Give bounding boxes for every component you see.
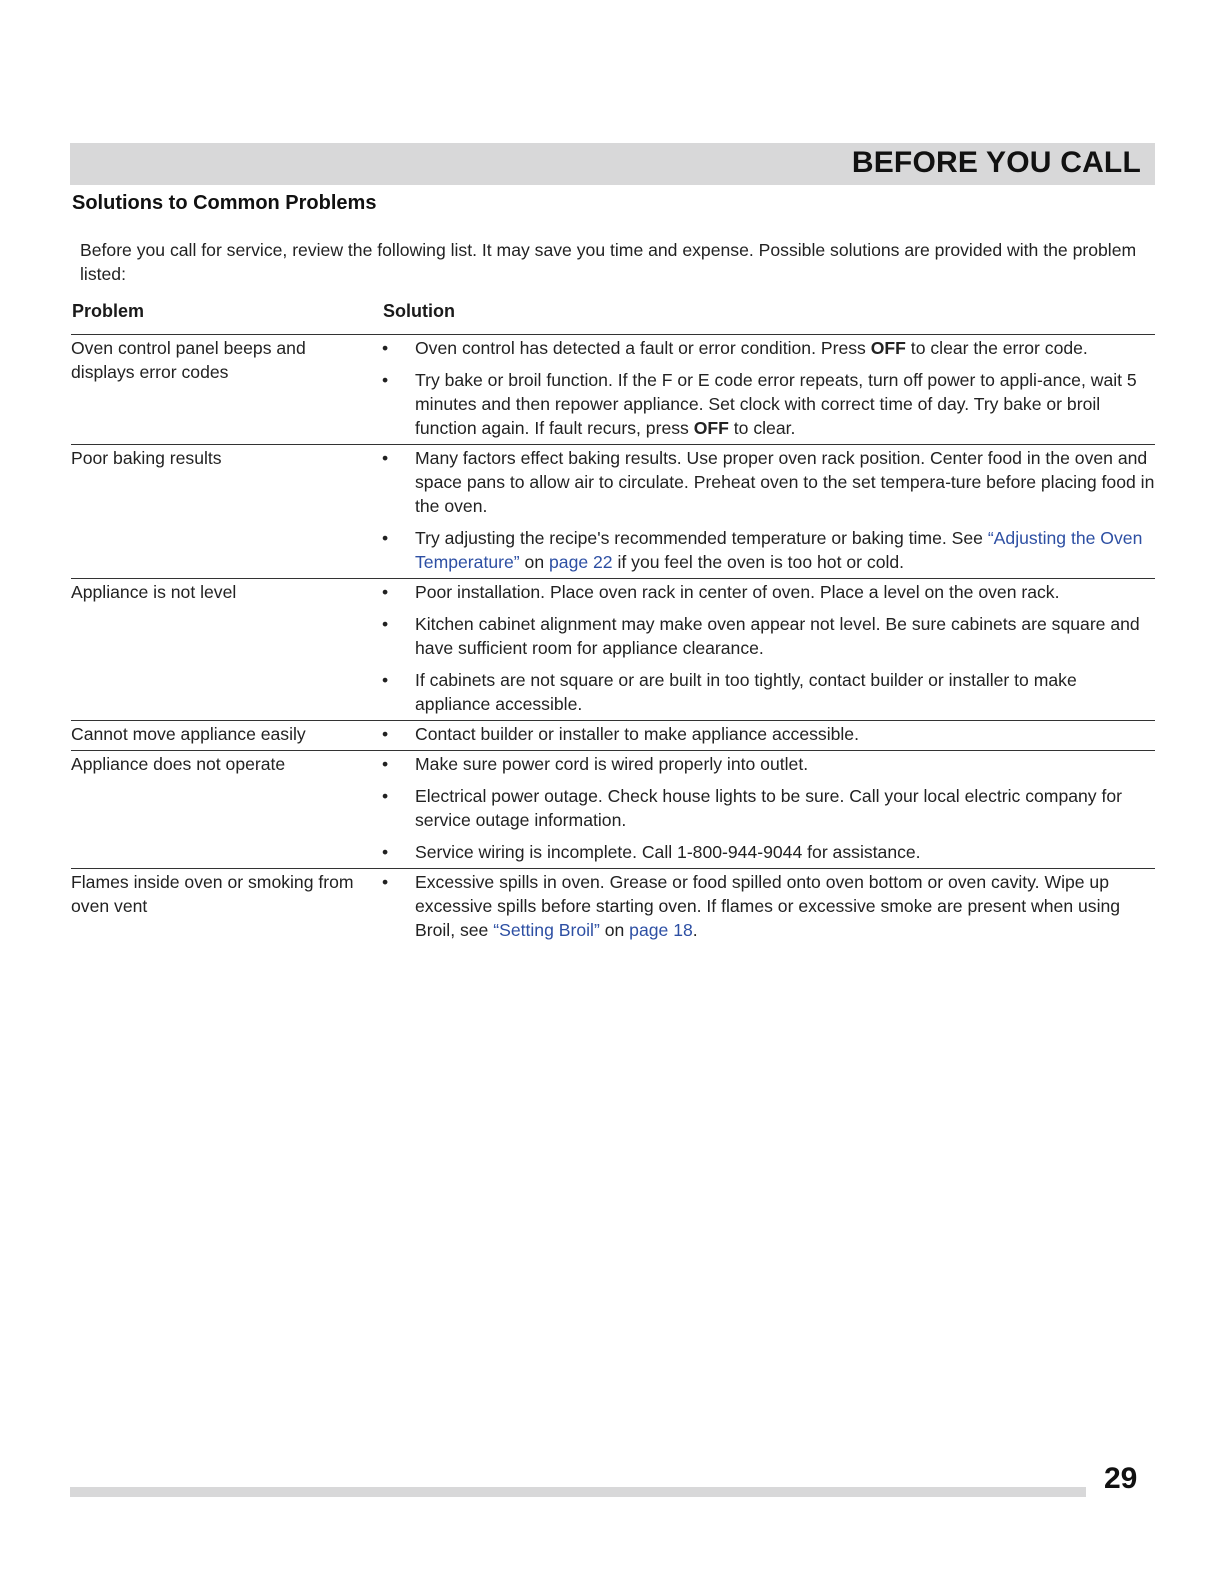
solution-item [381, 839, 1155, 868]
solution-text: Electrical power outage. Check house lights to be sure. Call your local electric company for service outage information. [415, 786, 1123, 830]
solution-item [381, 721, 1155, 750]
solution-item [381, 783, 1155, 839]
solution-text: Try adjusting the recipe's recommended temperature or baking time. See “Adjusting the Oven Temperature” on page 22 if you feel the oven is too hot or cold. [415, 528, 1143, 572]
column-header-solution: Solution [383, 301, 455, 321]
page-header-bar [70, 143, 1155, 185]
table-row [71, 751, 1155, 869]
solution-text: Oven control has detected a fault or error condition. Press OFF to clear the error code. [415, 338, 1088, 358]
bullet-icon: • [382, 670, 389, 690]
solution-cell [373, 579, 1155, 720]
footer-bar [70, 1487, 1086, 1497]
bullet-icon: • [382, 786, 389, 806]
solution-cell [373, 335, 1155, 444]
solution-item [381, 611, 1155, 667]
solution-text: Try bake or broil function. If the F or E code error repeats, turn off power to appli-ance, wait 5 minutes and then repower appliance. Set clock with correct time of day. Try bake or broil function again. If fault recurs, press OFF to clear. [415, 370, 1137, 438]
table-row [71, 721, 1155, 751]
troubleshooting-table [71, 300, 1155, 946]
solution-text: Contact builder or installer to make appliance accessible. [415, 724, 859, 744]
problem-cell: Poor baking results [71, 448, 222, 468]
solution-text: Poor installation. Place oven rack in center of oven. Place a level on the oven rack. [415, 582, 1060, 602]
bullet-icon: • [382, 842, 389, 862]
solution-cell [373, 751, 1155, 868]
solution-item [381, 525, 1155, 578]
problem-cell: Oven control panel beeps and displays error codes [71, 338, 306, 382]
solution-text: Service wiring is incomplete. Call 1-800-944-9044 for assistance. [415, 842, 921, 862]
page-number: 29 [1104, 1462, 1138, 1495]
solution-item [381, 751, 1155, 783]
solution-text: Make sure power cord is wired properly into outlet. [415, 754, 809, 774]
solution-text: Excessive spills in oven. Grease or food spilled onto oven bottom or oven cavity. Wipe up excessive spills before starting oven. If flames or excessive smoke are present when using Broil, see “Setting Broil” on page 18. [415, 872, 1121, 940]
solution-item [381, 335, 1155, 367]
solution-item [381, 869, 1155, 946]
bullet-icon: • [382, 872, 389, 892]
solution-text: Many factors effect baking results. Use proper oven rack position. Center food in the oven and space pans to allow air to circulate. Preheat oven to the set tempera-ture before placing food in the oven. [415, 448, 1155, 516]
problem-cell: Flames inside oven or smoking from oven vent [71, 872, 354, 916]
table-row [71, 335, 1155, 445]
solution-cell [373, 721, 1155, 750]
problem-cell: Cannot move appliance easily [71, 724, 306, 744]
bullet-icon: • [382, 724, 389, 744]
solution-text: Kitchen cabinet alignment may make oven appear not level. Be sure cabinets are square and have sufficient room for appliance clearance. [415, 614, 1140, 658]
solution-item [381, 367, 1155, 444]
section-title: Solutions to Common Problems [72, 192, 377, 214]
solution-item [381, 579, 1155, 611]
bullet-icon: • [382, 614, 389, 634]
column-header-problem: Problem [72, 301, 145, 321]
table-row [71, 445, 1155, 579]
bullet-icon: • [382, 338, 389, 358]
solution-item [381, 667, 1155, 720]
problem-cell: Appliance is not level [71, 582, 237, 602]
intro-paragraph: Before you call for service, review the following list. It may save you time and expense. Possible solutions are provided with the problem listed: [80, 240, 1137, 284]
solution-item [381, 445, 1155, 525]
table-row [71, 869, 1155, 946]
page-header-title: BEFORE YOU CALL [851, 146, 1141, 179]
table-body [71, 335, 1155, 946]
solution-cell [373, 869, 1155, 946]
solution-text: If cabinets are not square or are built in too tightly, contact builder or installer to make appliance accessible. [415, 670, 1077, 714]
bullet-icon: • [382, 448, 389, 468]
table-header [71, 300, 1155, 335]
table-row [71, 579, 1155, 721]
solution-cell [373, 445, 1155, 578]
problem-cell: Appliance does not operate [71, 754, 286, 774]
bullet-icon: • [382, 370, 389, 390]
bullet-icon: • [382, 528, 389, 548]
bullet-icon: • [382, 582, 389, 602]
bullet-icon: • [382, 754, 389, 774]
